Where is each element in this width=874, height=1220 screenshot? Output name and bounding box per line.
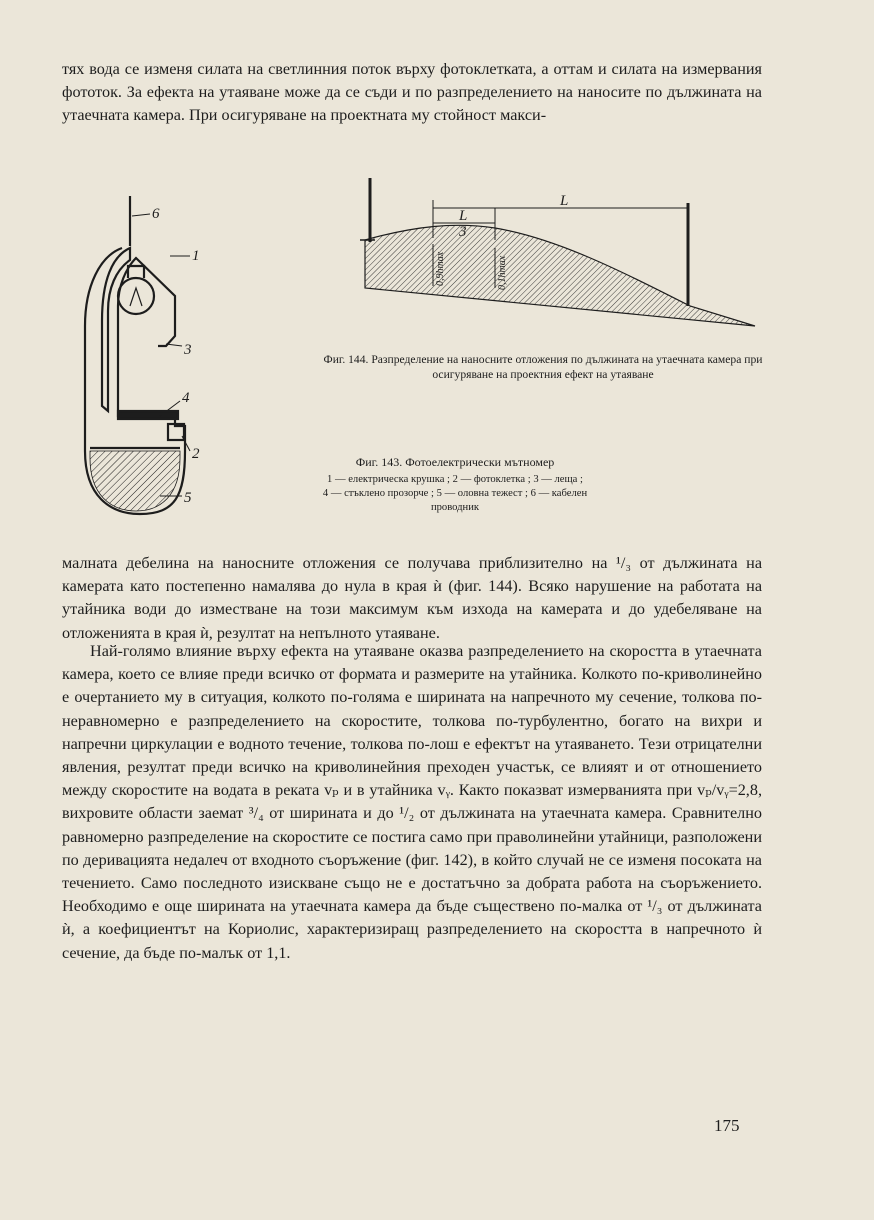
figure-143-title: Фиг. 143. Фотоелектрически мътномер	[355, 455, 555, 469]
figure-143-caption	[225, 455, 685, 515]
middle-paragraph: малната дебелина на наносните отложения се получава приблизително на ¹/₃ от дължината на камерата като постепенно намалява до нула в края ѝ (фиг. 144). Всяко нарушение на работата на утайника води до изместване на този максимум към изхода на камерата и до удебеляване на отложенията в края ѝ, резултат на непълното утаяване.	[62, 554, 762, 642]
main-paragraph: Най-голямо влияние върху ефекта на утаяване оказва разпределението на скоростта в утаечната камера, което се влияе преди всичко от формата и размерите на утайника. Колкото по-криволинейно е очертанието му в ситуация, колкото по-голяма е ширината на напречното му сечение, толкова по-неравномерно е разпределението на скоростите, толкова по-турбулентно, богато на вихри и напречни циркулации е водното течение, толкова по-лош е ефектът на утаяването. Тези отрицателни явления, резултат преди всичко на криволинейния преходен участък, се влияят и от отношението между скоростите на водата в реката vₚ и в утайника vᵧ. Както показват измерванията при vₚ/vᵧ=2,8, вихровите области заемат ³/₄ от ширината и до ¹/₂ от дължината на утаечната камера. Сравнително равномерно разпределение на скоростите се постига само при праволинейни утайници, разположени по деривацията недалеч от входното съоръжение (фиг. 142), в който случай не се изменя посоката на течението. Само последното изискване също не е достатъчно за добрата работа на съоръжението. Необходимо е още ширината на утаечната камера да бъде съществено по-малка от ¹/₃ от дължината ѝ, а коефициентът на Кориолис, характеризиращ разпределението на скоростта в напречното ѝ сечение, да бъде по-малък от 1,1.	[62, 642, 762, 962]
deposit-profile	[365, 225, 755, 326]
label-4: 4	[182, 390, 190, 406]
top-paragraph: тях вода се изменя силата на светлинния поток върху фотоклетката, а оттам и силата на измервания фототок. За ефекта на утаяване може да се съди и по разпределението на наносите по дължината на утаечната камера. При осигуряване на проектната му стойност макси-	[62, 60, 762, 125]
label-1: 1	[192, 248, 200, 264]
lamp-bulb	[118, 278, 154, 314]
glass-window	[118, 411, 178, 419]
label-max: 0,9hmax	[435, 251, 446, 286]
label-5: 5	[184, 490, 192, 506]
figure-143-legend-line3: проводник	[430, 502, 480, 513]
label-6: 6	[152, 206, 160, 222]
label-3: 3	[184, 342, 192, 358]
figure-143-legend-line1: 1 — електрическа крушка ; 2 — фотоклетка ; 3 — леща ;	[327, 474, 583, 485]
label-2: 2	[192, 446, 200, 462]
label-min: 0,1hmax	[497, 255, 508, 290]
figure-144-caption: Фиг. 144. Разпределение на наносните отложения по дължината на утаечната камера при осигуряване на проектния ефект на утаяване	[323, 353, 763, 381]
page-number: 175	[714, 1116, 740, 1135]
label-L: L	[560, 193, 569, 209]
label-L3-num: L	[459, 208, 468, 224]
figure-143-legend-line2: 4 — стъклено прозорче ; 5 — оловна тежест ; 6 — кабелен	[322, 488, 588, 499]
figure-143-drawing	[70, 196, 220, 521]
figure-144-drawing	[355, 178, 760, 338]
label-L3-den: 3	[459, 224, 467, 240]
